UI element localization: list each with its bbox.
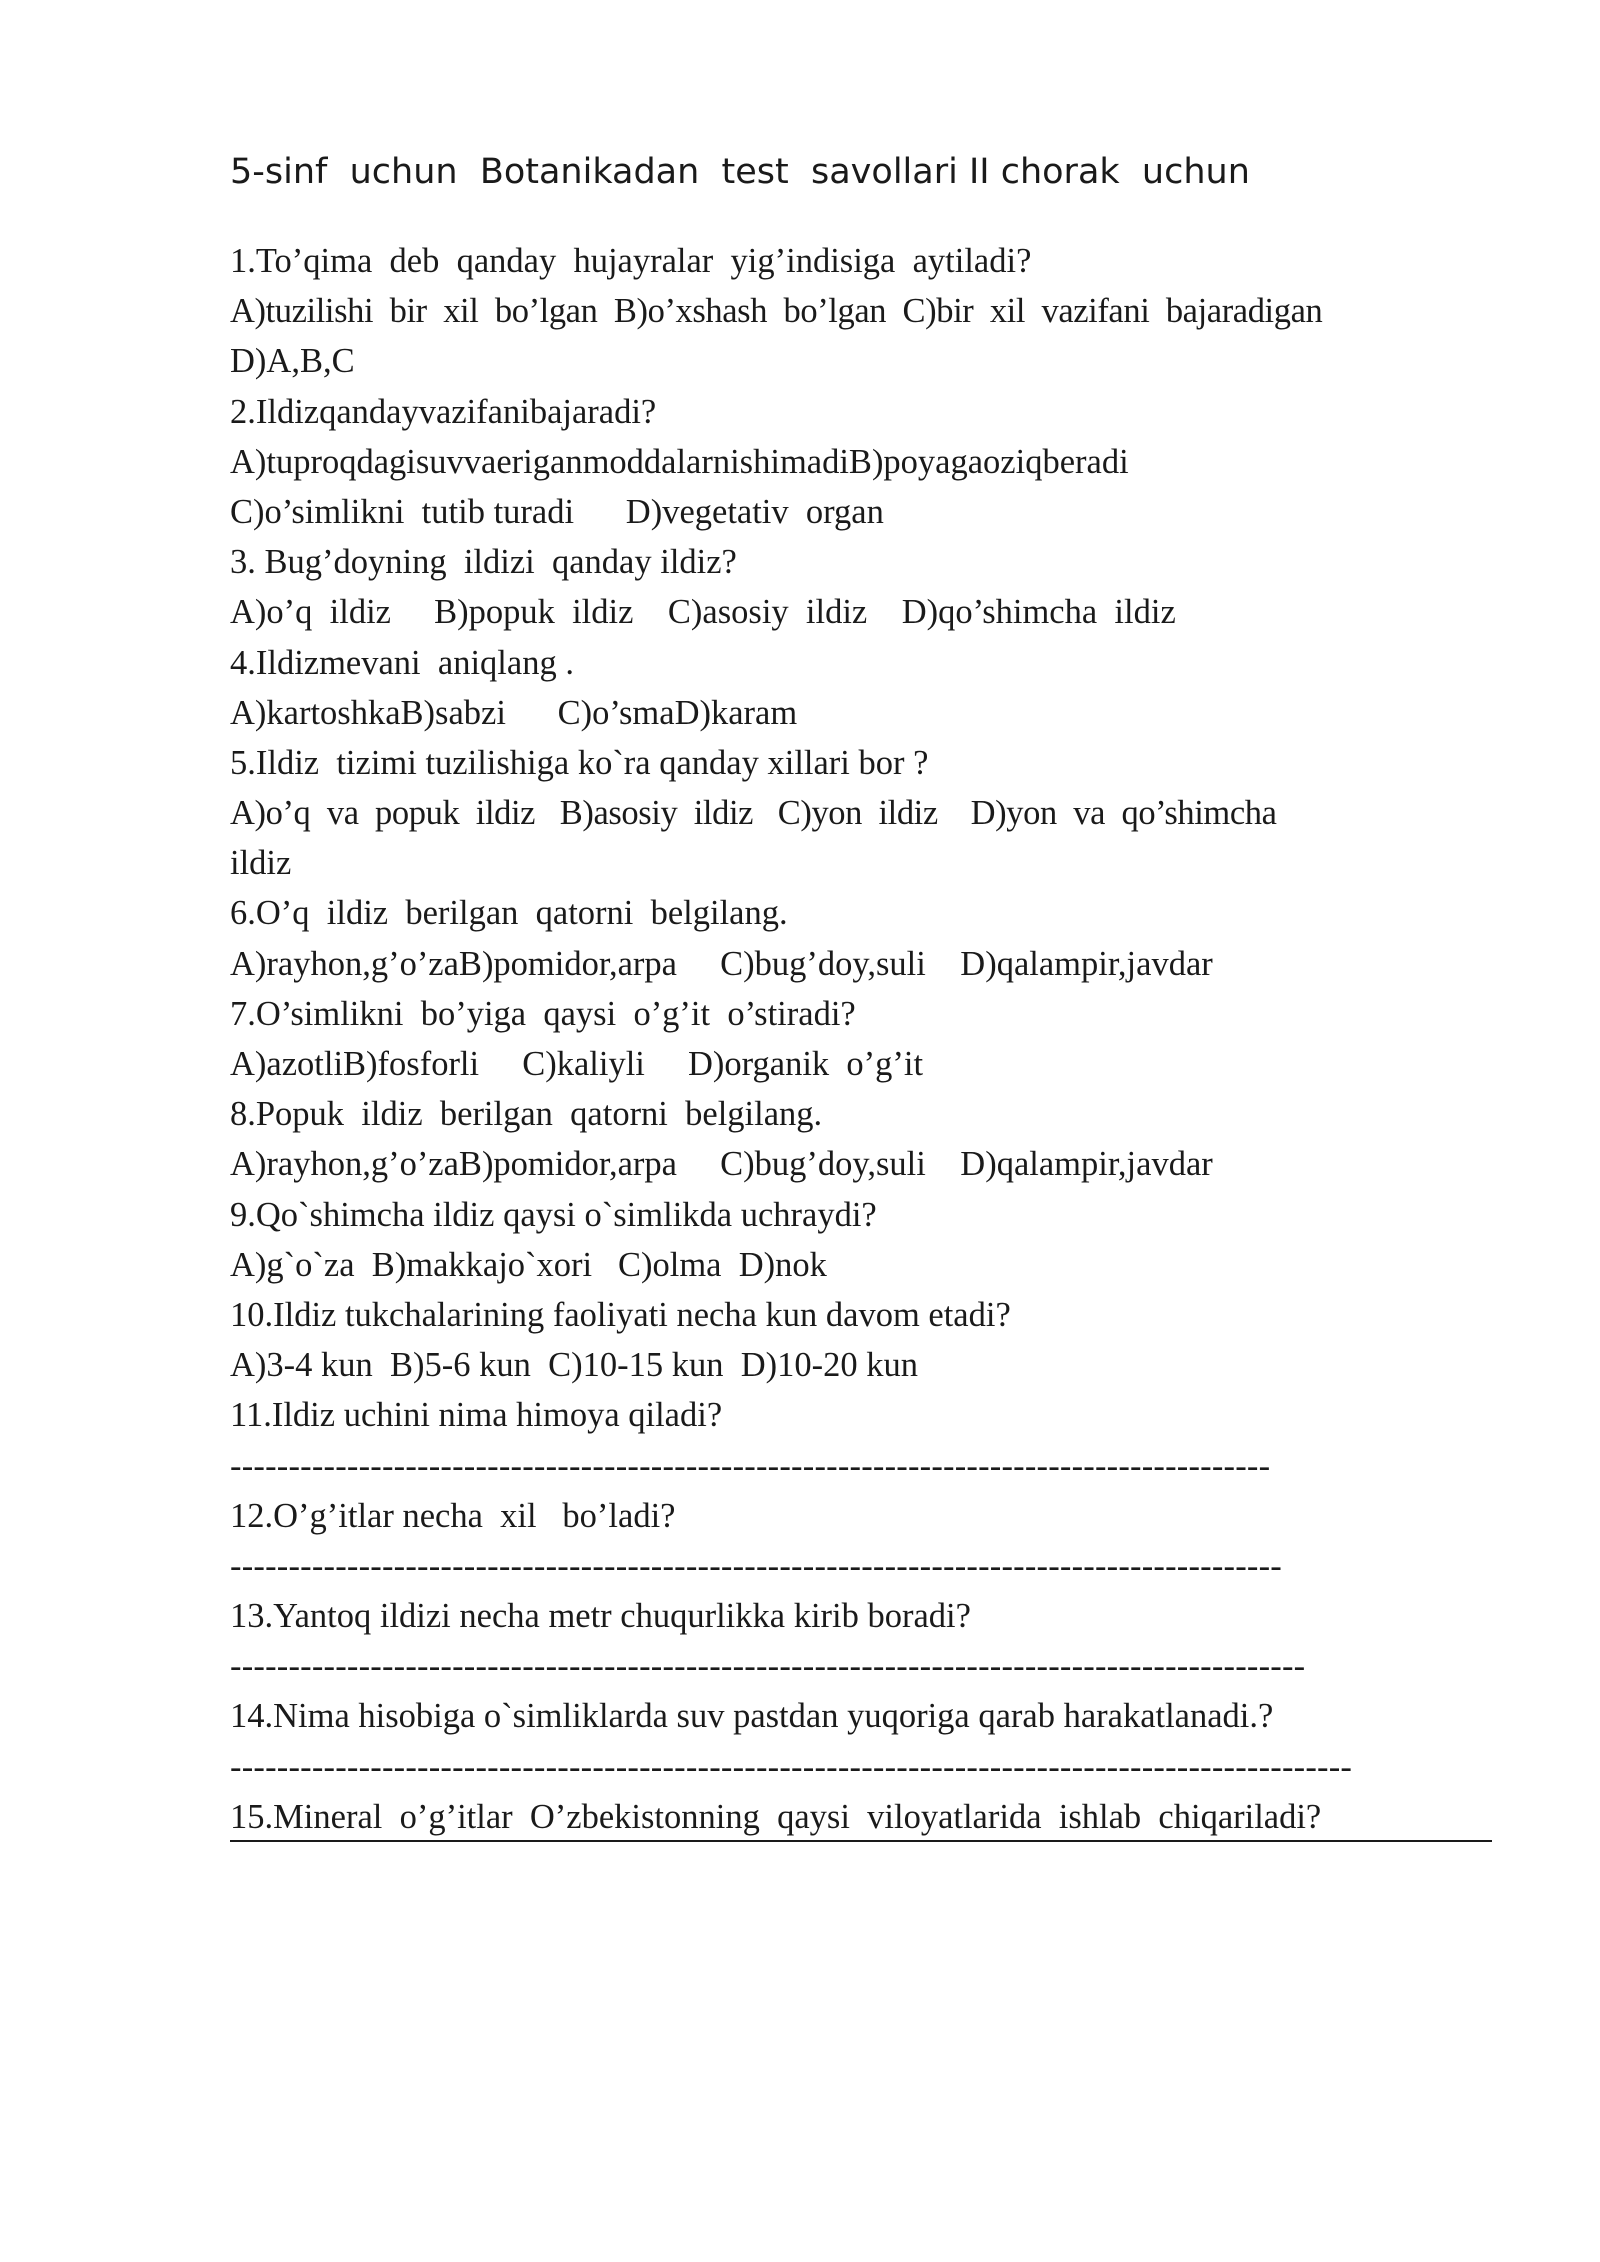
answer-options-2: A)tuproqdagisuvvaeriganmoddalarnishimadiB)poyagaoziqberadi — [230, 442, 1129, 481]
page-title: 5-sinf uchun Botanikadan test savollari II chorak uchun — [230, 152, 1250, 192]
question-11: 11.Ildiz uchini nima himoya qiladi? — [230, 1396, 723, 1435]
answer-blank-11: ----------------------------------------------------------------------------------------- — [230, 1446, 1271, 1485]
answer-options-9: A)g`o`za B)makkajo`xori C)olma D)nok — [230, 1245, 827, 1284]
question-10: 10.Ildiz tukchalarining faoliyati necha kun davom etadi? — [230, 1295, 1011, 1334]
answer-options-8: A)rayhon,g’o’zaB)pomidor,arpa C)bug’doy,suli D)qalampir,javdar — [230, 1145, 1213, 1184]
answer-options-2-continued: C)o’simlikni tutib turadi D)vegetativ organ — [230, 492, 884, 531]
question-14: 14.Nima hisobiga o`simliklarda suv pastdan yuqoriga qarab harakatlanadi.? — [230, 1697, 1274, 1736]
answer-options-5: A)o’q va popuk ildiz B)asosiy ildiz C)yon ildiz D)yon va qo’shimcha — [230, 794, 1277, 833]
question-6: 6.O’q ildiz berilgan qatorni belgilang. — [230, 894, 788, 933]
question-15: 15.Mineral o’g’itlar O’zbekistonning qaysi viloyatlarida ishlab chiqariladi? — [230, 1794, 1492, 1842]
answer-blank-13: -------------------------------------------------------------------------------------------- — [230, 1647, 1306, 1686]
question-9: 9.Qo`shimcha ildiz qaysi o`simlikda uchraydi? — [230, 1195, 877, 1234]
question-13: 13.Yantoq ildizi necha metr chuqurlikka kirib boradi? — [230, 1597, 971, 1636]
question-12: 12.O’g’itlar necha xil bo’ladi? — [230, 1496, 676, 1535]
question-5: 5.Ildiz tizimi tuzilishiga ko`ra qanday xillari bor ? — [230, 743, 929, 782]
answer-options-6: A)rayhon,g’o’zaB)pomidor,arpa C)bug’doy,suli D)qalampir,javdar — [230, 944, 1213, 983]
answer-options-7: A)azotliB)fosforli C)kaliyli D)organik o’g’it — [230, 1045, 924, 1083]
answer-options-1-continued: D)A,B,C — [230, 342, 355, 381]
answer-options-4: A)kartoshkaB)sabzi C)o’smaD)karam — [230, 693, 798, 732]
answer-options-5-continued: ildiz — [230, 844, 292, 883]
test-questions — [230, 236, 1510, 1842]
question-8: 8.Popuk ildiz berilgan qatorni belgilang. — [230, 1095, 823, 1134]
answer-blank-12: ------------------------------------------------------------------------------------------ — [230, 1546, 1282, 1585]
question-4: 4.Ildizmevani aniqlang . — [230, 643, 574, 682]
question-15-line — [230, 1792, 1510, 1842]
question-2: 2.Ildizqandayvazifanibajaradi? — [230, 392, 657, 431]
question-7: 7.O’simlikni bo’yiga qaysi o’g’it o’stiradi? — [230, 994, 856, 1033]
answer-options-3: A)o’q ildiz B)popuk ildiz C)asosiy ildiz D)qo’shimcha ildiz — [230, 593, 1176, 632]
answer-options-10: A)3-4 kun B)5-6 kun C)10-15 kun D)10-20 kun — [230, 1346, 919, 1385]
answer-options-1: A)tuzilishi bir xil bo’lgan B)o’xshash bo’lgan C)bir xil vazifani bajaradigan — [230, 292, 1323, 331]
question-1: 1.To’qima deb qanday hujayralar yig’indisiga aytiladi? — [230, 242, 1032, 280]
question-3: 3. Bug’doyning ildizi qanday ildiz? — [230, 543, 737, 582]
answer-blank-14: ------------------------------------------------------------------------------------------------ — [230, 1747, 1353, 1786]
